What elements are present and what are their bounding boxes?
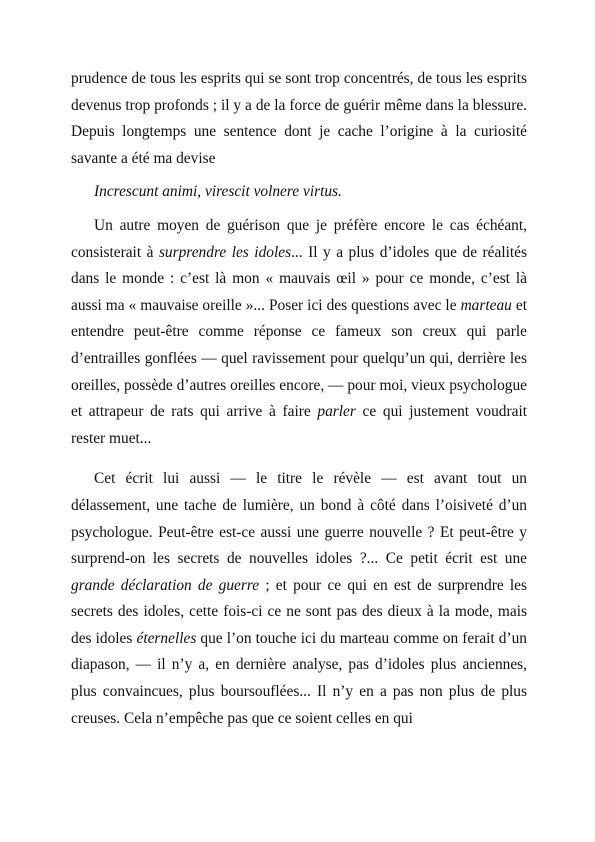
text-run-italic: parler (317, 403, 356, 421)
text-run-italic: éternelles (136, 629, 197, 647)
text-run-italic: Increscunt animi, virescit volnere virtus. (94, 183, 342, 201)
paragraph-1 (71, 66, 527, 172)
text-run-italic: surprendre les idoles (158, 243, 292, 261)
text-run-italic: marteau (460, 296, 512, 314)
text-run: que l’on touche ici du marteau comme on ferait d’un diapason, — il n’y a, en dernière analyse, pas d’idoles plus anciennes, plus convaincues, plus boursouflées... Il n’y en a pas non plus de plus creuses. Cela n’empêche pas que ce soient celles en qui (71, 629, 528, 727)
text-run: ce qui justement voudrait rester muet... (71, 403, 527, 447)
text-run: prudence de tous les esprits qui se sont trop concentrés, de tous les esprits devenus trop profonds ; il y a de la force de guérir même dans la blessure. Depuis longtemps une sentence dont je cache l’origine à la curiosité savante a été ma devise (71, 70, 527, 167)
text-run: ; et pour ce qui en est de surprendre les secrets des idoles, cette fois-ci ce ne sont pas des dieux à la mode, mais des idoles (71, 576, 527, 647)
paragraph-3 (71, 466, 527, 732)
text-run: Cet écrit lui aussi — le titre le révèle — est avant tout un délassement, une tache de lumière, un bond à côté dans l’oisiveté d’un psychologue. Peut-être est-ce aussi une guerre nouvelle ? Et peut-être y surprend-on les secrets de nouvelles idoles ?... Ce petit écrit est une (71, 470, 527, 568)
text-run-italic: grande déclaration de guerre (71, 576, 260, 594)
document-page (71, 66, 527, 732)
text-run: Un autre moyen de guérison que je préfère encore le cas échéant, consisterait à (71, 216, 527, 261)
text-run: ... Il y a plus d’idoles que de réalités dans le monde : c’est là mon « mauvais œil » pour ce monde, c’est là aussi ma « mauvaise oreille »... Poser ici des questions avec le (71, 243, 527, 314)
latin-quote (71, 179, 527, 206)
paragraph-2 (71, 213, 527, 452)
text-run: et entendre peut-être comme réponse ce fameux son creux qui parle d’entrailles gonflées — quel ravissement pour quelqu’un qui, derrière les oreilles, possède d’autres oreilles encore, — pour moi, vieux psychologue et attrapeur de rats qui arrive à faire (71, 296, 527, 421)
